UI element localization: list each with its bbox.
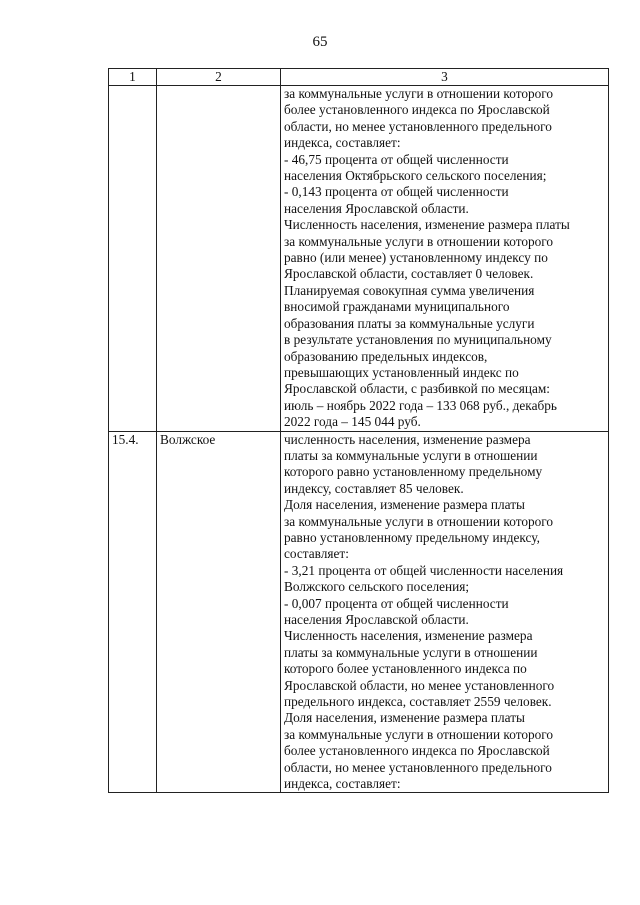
text-line: численность населения, изменение размера	[284, 431, 531, 447]
text-line: равно (или менее) установленному индексу по	[284, 250, 548, 266]
text-line: Волжского сельского поселения;	[284, 579, 470, 595]
text-line: населения Октябрьского сельского поселения;	[284, 168, 547, 184]
text-line: за коммунальные услуги в отношении которого	[284, 86, 554, 101]
text-line: - 46,75 процента от общей численности	[284, 151, 509, 167]
text-line: населения Ярославской области.	[284, 612, 469, 627]
text-line: более установленного индекса по Ярославской	[284, 102, 550, 118]
text-line: 2022 года – 145 044 руб.	[284, 414, 421, 430]
text-line: Планируемая совокупная сумма увеличения	[284, 282, 535, 298]
text-line: в результате установления по муниципальному	[284, 332, 552, 348]
description-cell	[281, 86, 609, 432]
text-line: образования платы за коммунальные услуги	[284, 315, 535, 331]
text-line: Численность населения, изменение размера	[284, 628, 533, 644]
text-line: которого равно установленному предельному	[284, 464, 543, 480]
text-line: предельного индекса, составляет 2559 человек.	[284, 694, 552, 710]
row-number-cell	[109, 86, 157, 432]
text-line: населения Ярославской области.	[284, 200, 469, 216]
text-line: за коммунальные услуги в отношении которого	[284, 513, 554, 529]
text-line: индекса, составляет:	[284, 135, 401, 151]
text-line: Численность населения, изменение размера платы	[284, 217, 570, 233]
text-line: области, но менее установленного предельного	[284, 118, 552, 134]
text-line: за коммунальные услуги в отношении которого	[284, 726, 554, 742]
column-header-3: 3	[281, 69, 609, 86]
table-row	[109, 86, 609, 432]
text-line: Ярославской области, но менее установленного	[284, 677, 555, 693]
text-line: индексу, составляет 85 человек.	[284, 480, 464, 496]
text-line: - 3,21 процента от общей численности населения	[284, 562, 564, 578]
text-line: которого более установленного индекса по	[284, 661, 527, 677]
text-line: образованию предельных индексов,	[284, 348, 488, 364]
text-line: Доля населения, изменение размера платы	[284, 497, 525, 513]
text-line: Доля населения, изменение размера платы	[284, 710, 525, 726]
text-line: платы за коммунальные услуги в отношении	[284, 644, 538, 660]
column-header-2: 2	[157, 69, 281, 86]
text-line: Ярославской области, составляет 0 человек.	[284, 266, 534, 282]
text-line: платы за коммунальные услуги в отношении	[284, 447, 538, 463]
text-line: более установленного индекса по Ярославской	[284, 743, 550, 759]
text-line: превышающих установленный индекс по	[284, 364, 519, 380]
column-header-1: 1	[109, 69, 157, 86]
page-number: 65	[312, 34, 328, 50]
text-line: - 0,007 процента от общей численности	[284, 595, 509, 611]
text-line: Ярославской области, с разбивкой по месяцам:	[284, 381, 550, 397]
text-line: вносимой гражданами муниципального	[284, 299, 510, 315]
municipality-name-cell: Волжское	[157, 431, 281, 793]
description-cell	[281, 431, 609, 793]
data-table	[108, 68, 609, 793]
table-header-row	[109, 69, 609, 86]
table-row	[109, 431, 609, 793]
text-line: составляет:	[284, 546, 349, 562]
text-line: июль – ноябрь 2022 года – 133 068 руб., декабрь	[284, 397, 557, 413]
row-number-cell: 15.4.	[109, 431, 157, 793]
text-line: за коммунальные услуги в отношении которого	[284, 233, 554, 249]
text-line: равно установленному предельному индексу,	[284, 529, 540, 545]
municipality-name-cell	[157, 86, 281, 432]
text-line: - 0,143 процента от общей численности	[284, 184, 509, 200]
text-line: индекса, составляет:	[284, 776, 401, 792]
text-line: области, но менее установленного предельного	[284, 759, 552, 775]
